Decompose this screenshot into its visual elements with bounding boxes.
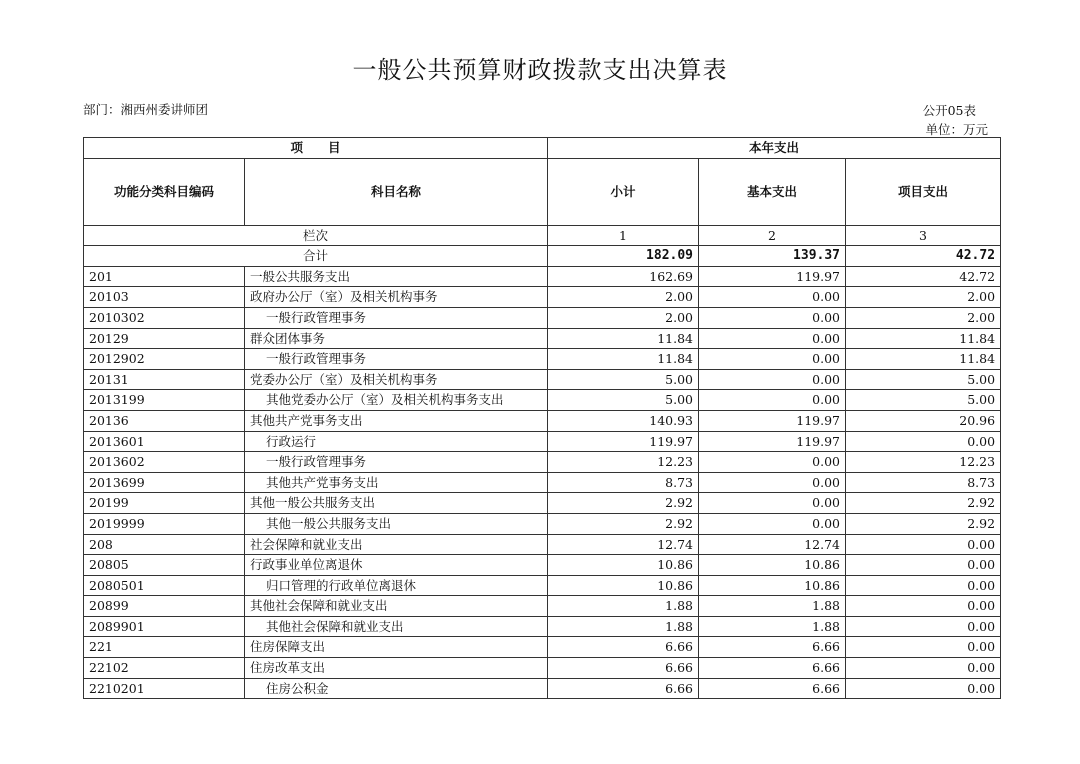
row-basic: 119.97 (699, 266, 846, 287)
row-subtotal: 1.88 (548, 616, 699, 637)
row-subtotal: 6.66 (548, 678, 699, 699)
row-code: 2019999 (84, 513, 245, 534)
row-code: 20129 (84, 328, 245, 349)
row-basic: 1.88 (699, 616, 846, 637)
table-row (84, 369, 1001, 390)
row-name: 住房公积金 (245, 678, 548, 699)
row-subtotal: 11.84 (548, 328, 699, 349)
table-row (84, 328, 1001, 349)
table-row (84, 349, 1001, 370)
table-row (84, 307, 1001, 328)
row-project: 2.92 (846, 513, 1001, 534)
row-name: 住房改革支出 (245, 658, 548, 679)
table-row (84, 493, 1001, 514)
row-code: 2013199 (84, 390, 245, 411)
row-basic: 0.00 (699, 328, 846, 349)
header-row-2 (84, 158, 1001, 225)
total-subtotal: 182.09 (548, 246, 699, 267)
row-name: 其他党委办公厅（室）及相关机构事务支出 (245, 390, 548, 411)
row-project: 0.00 (846, 555, 1001, 576)
row-project: 0.00 (846, 431, 1001, 452)
row-basic: 10.86 (699, 575, 846, 596)
row-basic: 0.00 (699, 307, 846, 328)
row-subtotal: 2.00 (548, 307, 699, 328)
row-name: 一般行政管理事务 (245, 349, 548, 370)
row-code: 221 (84, 637, 245, 658)
row-code: 2089901 (84, 616, 245, 637)
row-name: 一般公共服务支出 (245, 266, 548, 287)
row-subtotal: 5.00 (548, 390, 699, 411)
row-name: 其他共产党事务支出 (245, 472, 548, 493)
table-row (84, 616, 1001, 637)
row-basic: 0.00 (699, 369, 846, 390)
row-code: 2013602 (84, 452, 245, 473)
column-index-2: 2 (699, 225, 846, 246)
row-code: 20805 (84, 555, 245, 576)
row-subtotal: 162.69 (548, 266, 699, 287)
row-basic: 119.97 (699, 431, 846, 452)
row-subtotal: 2.92 (548, 493, 699, 514)
row-subtotal: 119.97 (548, 431, 699, 452)
row-basic: 119.97 (699, 410, 846, 431)
table-row (84, 390, 1001, 411)
table-row (84, 410, 1001, 431)
row-project: 0.00 (846, 637, 1001, 658)
row-project: 2.00 (846, 307, 1001, 328)
row-project: 0.00 (846, 658, 1001, 679)
header-item: 项 目 (84, 138, 548, 159)
row-basic: 0.00 (699, 287, 846, 308)
row-subtotal: 6.66 (548, 637, 699, 658)
row-project: 11.84 (846, 349, 1001, 370)
row-code: 2210201 (84, 678, 245, 699)
row-code: 2012902 (84, 349, 245, 370)
department-label: 部门：湘西州委讲师团 (83, 102, 209, 117)
table-row (84, 452, 1001, 473)
table-row (84, 266, 1001, 287)
table-row (84, 596, 1001, 617)
row-project: 8.73 (846, 472, 1001, 493)
table-row (84, 431, 1001, 452)
table-row (84, 555, 1001, 576)
row-subtotal: 140.93 (548, 410, 699, 431)
table-row (84, 472, 1001, 493)
row-name: 社会保障和就业支出 (245, 534, 548, 555)
column-index-1: 1 (548, 225, 699, 246)
form-number: 公开05表 (922, 103, 976, 118)
table-row (84, 658, 1001, 679)
row-basic: 0.00 (699, 513, 846, 534)
row-code: 20131 (84, 369, 245, 390)
row-code: 22102 (84, 658, 245, 679)
row-basic: 10.86 (699, 555, 846, 576)
expenditure-table (83, 137, 1001, 699)
row-basic: 0.00 (699, 390, 846, 411)
row-name: 行政事业单位离退休 (245, 555, 548, 576)
row-project: 42.72 (846, 266, 1001, 287)
table-row (84, 637, 1001, 658)
row-code: 2080501 (84, 575, 245, 596)
table-row (84, 678, 1001, 699)
row-subtotal: 6.66 (548, 658, 699, 679)
column-index-row (84, 225, 1001, 246)
row-code: 2010302 (84, 307, 245, 328)
row-name: 住房保障支出 (245, 637, 548, 658)
row-basic: 1.88 (699, 596, 846, 617)
row-code: 208 (84, 534, 245, 555)
row-project: 5.00 (846, 369, 1001, 390)
row-code: 201 (84, 266, 245, 287)
row-name: 群众团体事务 (245, 328, 548, 349)
row-code: 2013601 (84, 431, 245, 452)
header-project: 项目支出 (846, 158, 1001, 225)
header-current-year: 本年支出 (548, 138, 1001, 159)
row-project: 0.00 (846, 678, 1001, 699)
row-code: 20103 (84, 287, 245, 308)
row-project: 2.92 (846, 493, 1001, 514)
row-project: 11.84 (846, 328, 1001, 349)
row-code: 2013699 (84, 472, 245, 493)
row-project: 20.96 (846, 410, 1001, 431)
row-project: 2.00 (846, 287, 1001, 308)
row-project: 5.00 (846, 390, 1001, 411)
row-project: 12.23 (846, 452, 1001, 473)
row-name: 其他一般公共服务支出 (245, 493, 548, 514)
row-project: 0.00 (846, 616, 1001, 637)
header-row-1 (84, 138, 1001, 159)
row-name: 其他社会保障和就业支出 (245, 596, 548, 617)
unit-label: 单位：万元 (925, 122, 988, 137)
row-project: 0.00 (846, 575, 1001, 596)
row-subtotal: 8.73 (548, 472, 699, 493)
total-row (84, 246, 1001, 267)
row-basic: 6.66 (699, 658, 846, 679)
row-basic: 6.66 (699, 678, 846, 699)
row-name: 其他一般公共服务支出 (245, 513, 548, 534)
table-row (84, 534, 1001, 555)
row-basic: 0.00 (699, 452, 846, 473)
row-project: 0.00 (846, 534, 1001, 555)
header-name: 科目名称 (245, 158, 548, 225)
page-title: 一般公共预算财政拨款支出决算表 (352, 56, 728, 84)
row-subtotal: 12.23 (548, 452, 699, 473)
header-code: 功能分类科目编码 (84, 158, 245, 225)
column-index-3: 3 (846, 225, 1001, 246)
row-name: 党委办公厅（室）及相关机构事务 (245, 369, 548, 390)
row-subtotal: 5.00 (548, 369, 699, 390)
row-project: 0.00 (846, 596, 1001, 617)
row-subtotal: 1.88 (548, 596, 699, 617)
column-index-label: 栏次 (84, 225, 548, 246)
row-name: 归口管理的行政单位离退休 (245, 575, 548, 596)
row-name: 政府办公厅（室）及相关机构事务 (245, 287, 548, 308)
row-basic: 12.74 (699, 534, 846, 555)
row-subtotal: 2.00 (548, 287, 699, 308)
total-label: 合计 (84, 246, 548, 267)
header-basic: 基本支出 (699, 158, 846, 225)
row-subtotal: 10.86 (548, 575, 699, 596)
row-name: 一般行政管理事务 (245, 452, 548, 473)
row-subtotal: 2.92 (548, 513, 699, 534)
total-basic: 139.37 (699, 246, 846, 267)
table-row (84, 575, 1001, 596)
row-basic: 6.66 (699, 637, 846, 658)
row-code: 20199 (84, 493, 245, 514)
table-row (84, 287, 1001, 308)
table-row (84, 513, 1001, 534)
row-code: 20136 (84, 410, 245, 431)
row-basic: 0.00 (699, 349, 846, 370)
row-subtotal: 12.74 (548, 534, 699, 555)
row-basic: 0.00 (699, 472, 846, 493)
header-subtotal: 小计 (548, 158, 699, 225)
row-basic: 0.00 (699, 493, 846, 514)
total-project: 42.72 (846, 246, 1001, 267)
row-name: 其他社会保障和就业支出 (245, 616, 548, 637)
row-code: 20899 (84, 596, 245, 617)
row-subtotal: 11.84 (548, 349, 699, 370)
row-name: 行政运行 (245, 431, 548, 452)
row-subtotal: 10.86 (548, 555, 699, 576)
row-name: 其他共产党事务支出 (245, 410, 548, 431)
row-name: 一般行政管理事务 (245, 307, 548, 328)
